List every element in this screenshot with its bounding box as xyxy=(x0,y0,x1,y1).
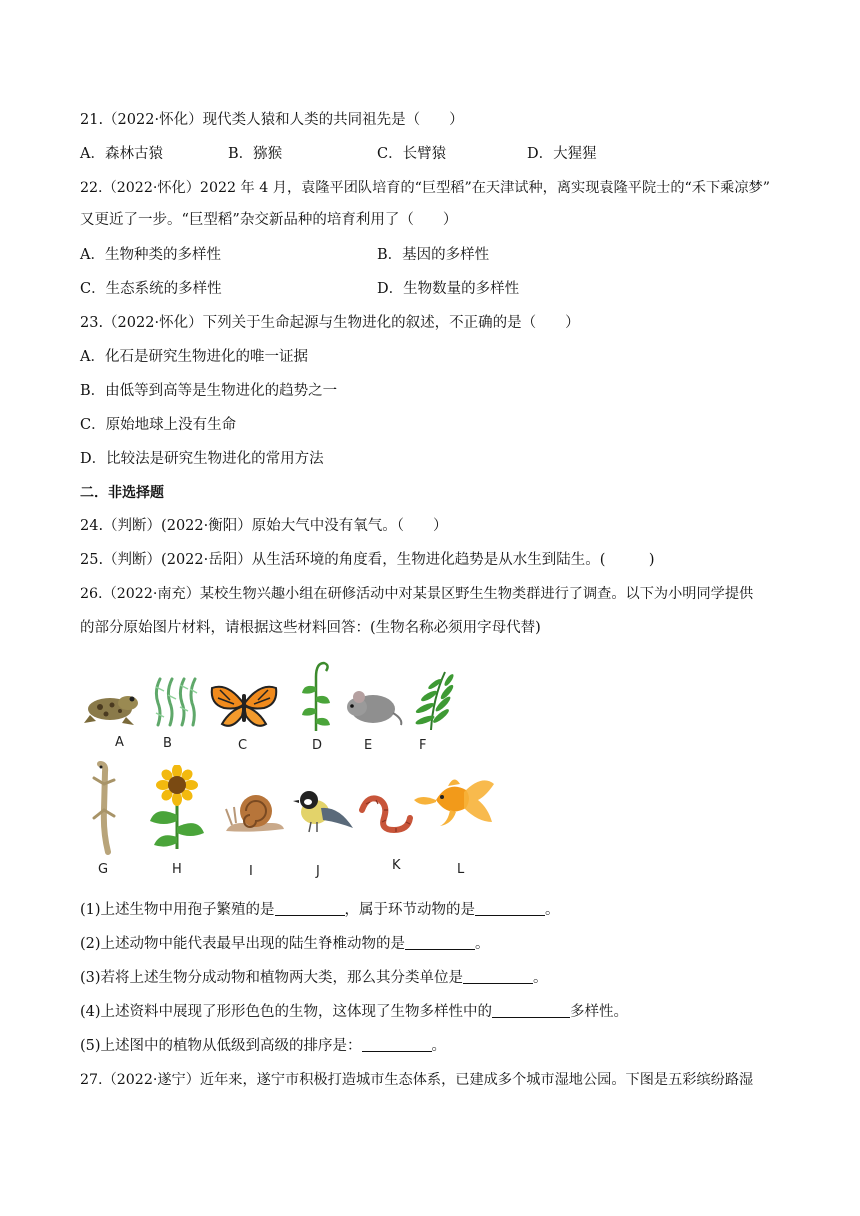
label-d: D xyxy=(312,738,323,753)
lizard-icon xyxy=(88,760,118,855)
answer-blank[interactable] xyxy=(362,1037,432,1052)
q21-option-b: B．猕猴 xyxy=(228,146,283,162)
fern-icon xyxy=(405,668,459,732)
q22-option-a: A．生物种类的多样性 xyxy=(80,247,221,263)
question-25: 25.（判断）(2022·岳阳）从生活环境的角度看，生物进化趋势是从水生到陆生。( ) xyxy=(80,552,655,568)
label-l: L xyxy=(457,862,465,877)
q26-sub2: (2)上述动物中能代表最早出现的陆生脊椎动物的是 。 xyxy=(80,936,490,952)
question-21: 21.（2022·怀化）现代类人猿和人类的共同祖先是（ ） xyxy=(80,112,464,128)
q26-sub3: (3)若将上述生物分成动物和植物两大类，那么其分类单位是 。 xyxy=(80,970,548,986)
mouse-icon xyxy=(343,685,405,727)
sunflower-icon xyxy=(146,765,208,851)
label-g: G xyxy=(98,862,109,877)
q22-option-c: C．生态系统的多样性 xyxy=(80,281,222,297)
label-h: H xyxy=(172,862,182,877)
label-f: F xyxy=(419,738,427,753)
q23-option-c: C．原始地球上没有生命 xyxy=(80,417,237,433)
answer-blank[interactable] xyxy=(405,935,475,950)
answer-blank[interactable] xyxy=(475,901,545,916)
label-i: I xyxy=(249,864,253,879)
q23-option-a: A．化石是研究生物进化的唯一证据 xyxy=(80,349,308,365)
section-heading: 二．非选择题 xyxy=(80,485,164,501)
answer-blank[interactable] xyxy=(463,969,533,984)
earthworm-icon xyxy=(358,790,414,838)
snail-icon xyxy=(222,787,286,837)
plant-sprout-icon xyxy=(300,657,332,732)
q21-option-c: C．长臂猿 xyxy=(377,146,447,162)
answer-blank[interactable] xyxy=(275,901,345,916)
q26-sub4: (4)上述资料中展现了形形色色的生物，这体现了生物多样性中的 多样性。 xyxy=(80,1004,629,1020)
q21-option-d: D．大猩猩 xyxy=(527,146,597,162)
label-b: B xyxy=(163,736,172,751)
question-22-line2: 又更近了一步。“巨型稻”杂交新品种的培育利用了（ ） xyxy=(80,212,458,228)
butterfly-icon xyxy=(208,680,280,732)
question-26-line2: 的部分原始图片材料，请根据这些材料回答：(生物名称必须用字母代替) xyxy=(80,620,541,636)
label-c: C xyxy=(238,738,248,753)
question-22-line1: 22.（2022·怀化）2022 年 4 月，袁隆平团队培育的“巨型稻”在天津试种，离实现袁隆平院士的“禾下乘凉梦” xyxy=(80,180,770,196)
q22-option-d: D．生物数量的多样性 xyxy=(377,281,520,297)
question-23: 23.（2022·怀化）下列关于生命起源与生物进化的叙述，不正确的是（ ） xyxy=(80,315,580,331)
q21-option-a: A．森林古猿 xyxy=(80,146,163,162)
answer-blank[interactable] xyxy=(492,1003,570,1018)
bird-icon xyxy=(293,788,355,836)
frog-icon xyxy=(82,683,144,728)
goldfish-icon xyxy=(412,770,496,832)
question-26-line1: 26.（2022·南充）某校生物兴趣小组在研修活动中对某景区野生生物类群进行了调查。以下为小明同学提供 xyxy=(80,586,754,602)
label-j: J xyxy=(316,864,320,879)
label-k: K xyxy=(392,858,401,873)
label-a: A xyxy=(115,735,124,750)
q22-option-b: B．基因的多样性 xyxy=(377,247,490,263)
q23-option-d: D．比较法是研究生物进化的常用方法 xyxy=(80,451,324,467)
q26-sub5: (5)上述图中的植物从低级到高级的排序是： 。 xyxy=(80,1038,447,1054)
q23-option-b: B．由低等到高等是生物进化的趋势之一 xyxy=(80,383,338,399)
algae-icon xyxy=(152,677,198,727)
question-24: 24.（判断）(2022·衡阳）原始大气中没有氧气。（ ） xyxy=(80,518,448,534)
question-27: 27.（2022·遂宁）近年来，遂宁市积极打造城市生态体系，已建成多个城市湿地公园。下图是五彩缤纷路湿 xyxy=(80,1072,754,1088)
q26-sub1: (1)上述生物中用孢子繁殖的是 ，属于环节动物的是 。 xyxy=(80,902,560,918)
label-e: E xyxy=(364,738,373,753)
